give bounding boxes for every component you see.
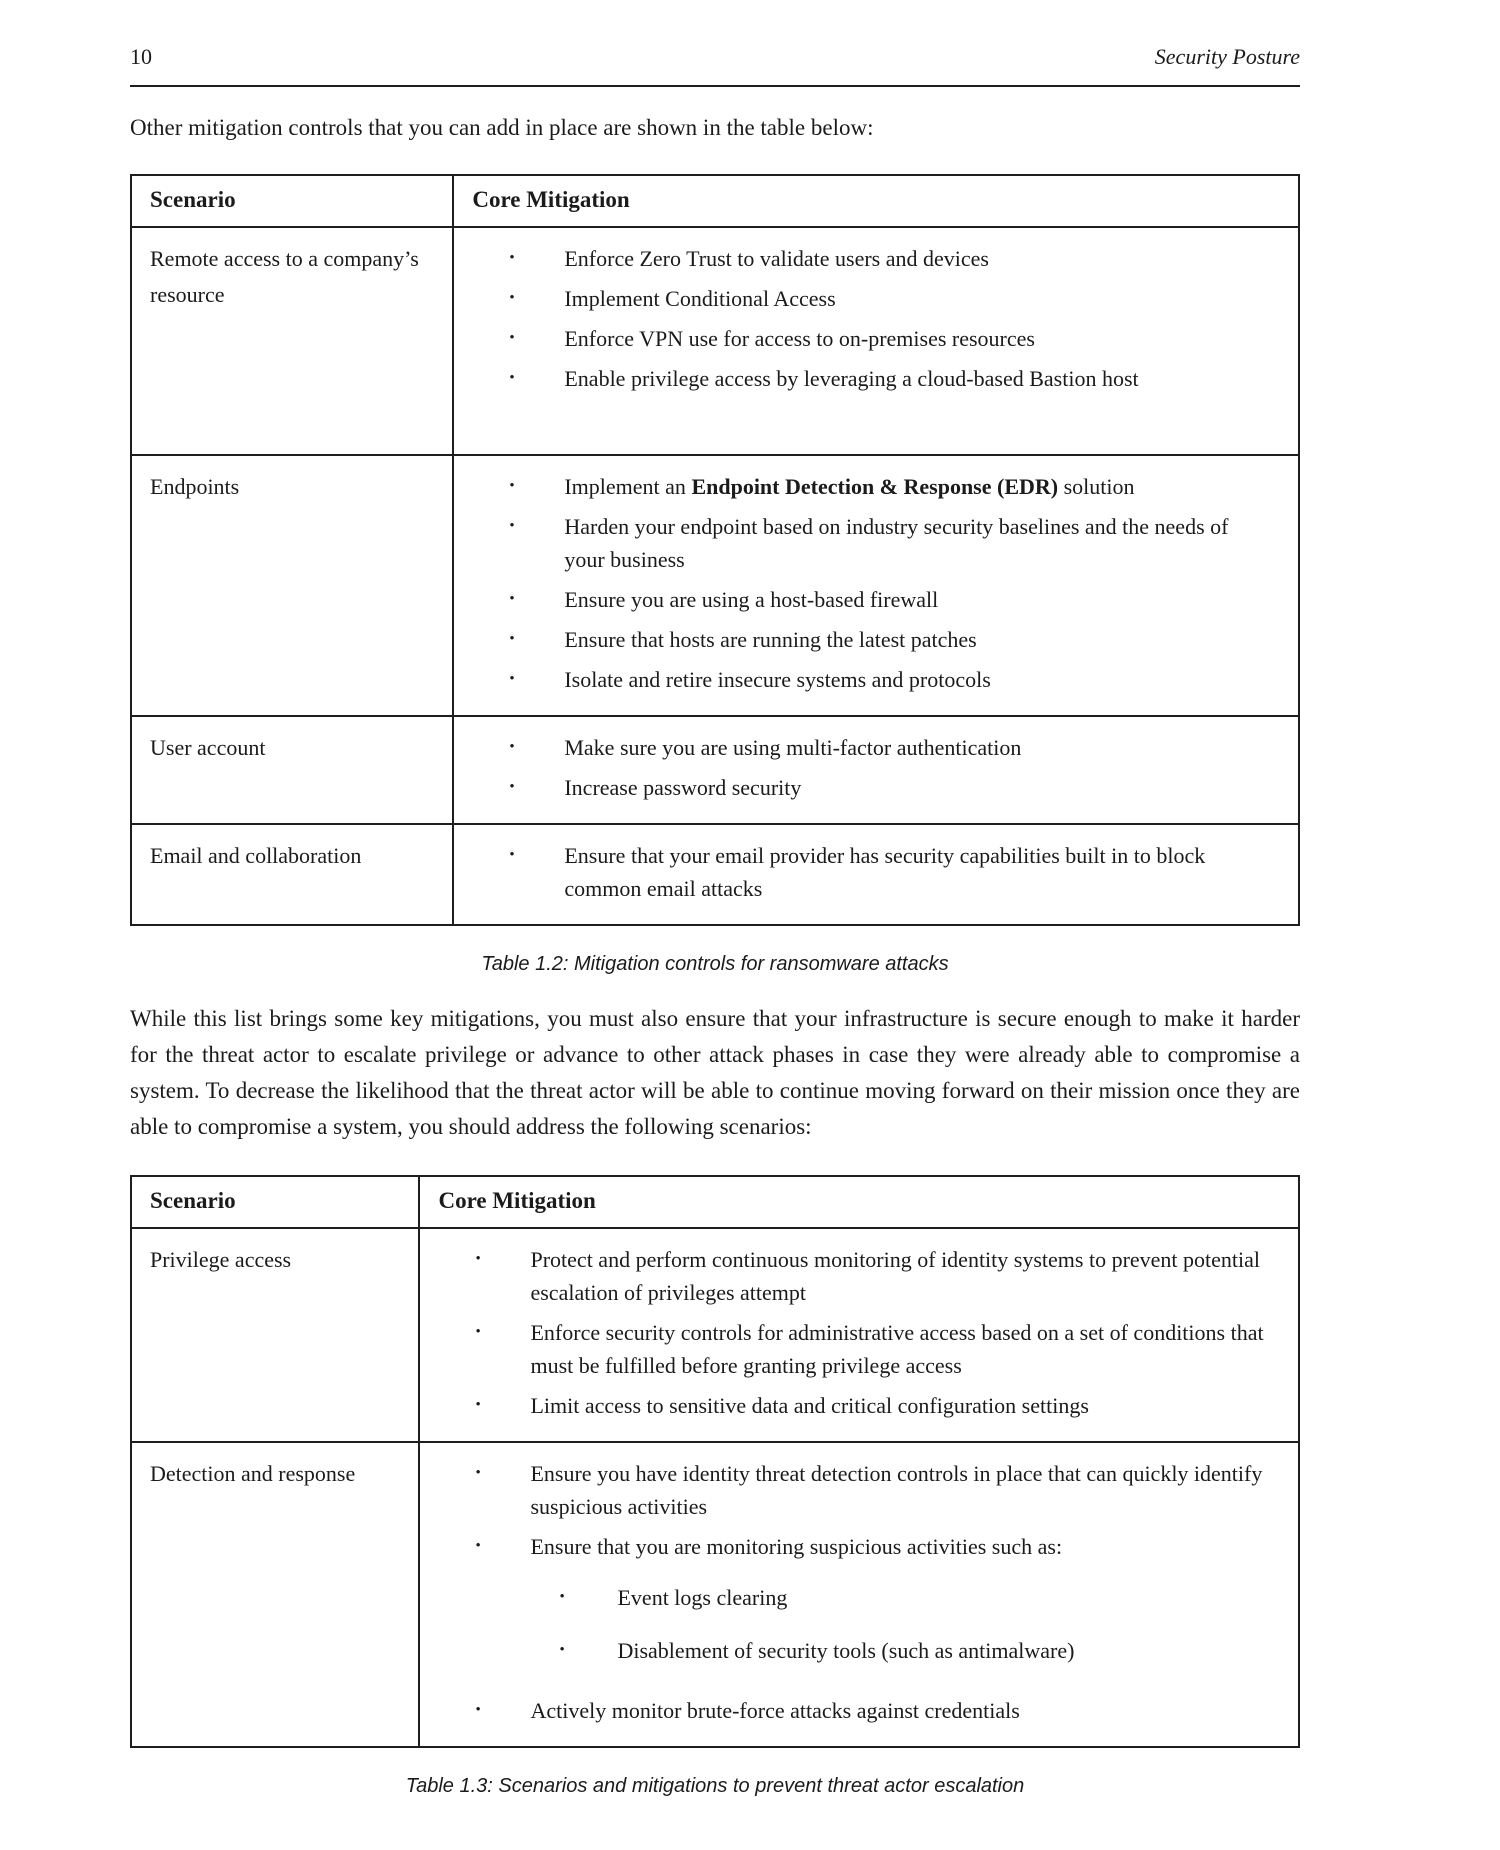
bullet-item [475, 1457, 1272, 1523]
bullet-text: Enforce Zero Trust to validate users and devices [564, 246, 989, 271]
scenario-cell: Remote access to a company’s resource [131, 227, 453, 455]
bullet-list [454, 242, 1272, 395]
scenario-cell: Endpoints [131, 455, 453, 716]
scenario-cell: User account [131, 716, 453, 824]
table-row [131, 455, 1299, 716]
bullet-item [475, 1530, 1272, 1687]
page-header [130, 0, 1300, 87]
bullet-icon: • [475, 1465, 481, 1481]
plain-text: solution [1058, 474, 1135, 499]
header-row [131, 175, 1299, 227]
page-content [130, 0, 1300, 1798]
bullet-icon: • [475, 1702, 481, 1718]
bullet-text: Implement Conditional Access [564, 286, 836, 311]
bullet-item [509, 362, 1272, 395]
bullet-icon: • [509, 779, 515, 795]
table-row [131, 1442, 1299, 1747]
bullet-icon: • [509, 518, 515, 534]
bullet-icon: • [509, 739, 515, 755]
bullet-item [475, 1694, 1272, 1727]
scenario-cell: Email and collaboration [131, 824, 453, 925]
sub-bullet-item [559, 1581, 1272, 1614]
bullet-icon: • [475, 1397, 481, 1413]
sub-bullet-item [559, 1634, 1272, 1667]
bullet-item [509, 282, 1272, 315]
bullet-text: Enforce security controls for administrative access based on a set of conditions that must be fulfilled before granting privilege access [530, 1320, 1264, 1378]
mitigation-cell [419, 1442, 1299, 1747]
bullet-icon: • [509, 290, 515, 306]
scenario-cell: Detection and response [131, 1442, 419, 1747]
bullet-text: Ensure you are using a host-based firewall [564, 587, 939, 612]
bullet-icon: • [559, 1642, 565, 1658]
mitigation-cell [453, 455, 1299, 716]
bullet-text: Make sure you are using multi-factor authentication [564, 735, 1022, 760]
bullet-item [509, 470, 1272, 503]
bullet-item [509, 623, 1272, 656]
bullet-list [454, 470, 1272, 696]
mitigation-table-1 [130, 174, 1300, 926]
bullet-icon: • [509, 250, 515, 266]
bullet-item [475, 1316, 1272, 1382]
bold-text: Endpoint Detection & Response (EDR) [691, 474, 1059, 499]
bullet-list [420, 1243, 1272, 1422]
column-header: Scenario [131, 1176, 419, 1228]
bullet-text: Disablement of security tools (such as antimalware) [617, 1638, 1075, 1663]
mitigation-cell [419, 1228, 1299, 1442]
bullet-icon: • [509, 591, 515, 607]
bullet-icon: • [509, 847, 515, 863]
plain-text: Implement an [564, 474, 692, 499]
table-1-2-caption: Table 1.2: Mitigation controls for ransomware attacks [481, 953, 949, 975]
bullet-item [509, 583, 1272, 616]
scenario-cell: Privilege access [131, 1228, 419, 1442]
running-title: Security Posture [1154, 44, 1300, 69]
bullet-item [509, 771, 1272, 804]
bullet-item [509, 322, 1272, 355]
column-header: Core Mitigation [419, 1176, 1299, 1228]
bullet-list [454, 731, 1272, 804]
bullet-text: Event logs clearing [617, 1585, 788, 1610]
bullet-icon: • [509, 370, 515, 386]
mitigation-cell [453, 824, 1299, 925]
bullet-item [475, 1389, 1272, 1422]
bullet-text: Enable privilege access by leveraging a cloud-based Bastion host [564, 366, 1139, 391]
bullet-text: Ensure that you are monitoring suspicious activities such as: • Event logs clearing • Disablement of security tools (such as antimalware) [530, 1530, 1272, 1687]
bullet-text: Harden your endpoint based on industry security baselines and the needs of your business [564, 514, 1229, 572]
bullet-item [509, 510, 1272, 576]
bullet-text: Increase password security [564, 775, 802, 800]
table-row [131, 1228, 1299, 1442]
bullet-icon: • [509, 671, 515, 687]
sub-bullet-list [530, 1581, 1272, 1667]
bullet-text: Ensure that your email provider has security capabilities built in to block common email attacks [564, 843, 1206, 901]
table-1-3-caption: Table 1.3: Scenarios and mitigations to prevent threat actor escalation [405, 1775, 1025, 1797]
table-head [131, 1176, 1299, 1228]
mitigation-cell [453, 227, 1299, 455]
bullet-icon: • [509, 330, 515, 346]
bullet-text [564, 470, 1272, 503]
mitigation-table-2 [130, 1175, 1300, 1748]
bullet-item [509, 663, 1272, 696]
bullet-icon: • [559, 1589, 565, 1605]
intro-paragraph: Other mitigation controls that you can add in place are shown in the table below: [130, 115, 874, 140]
bullet-item [509, 242, 1272, 275]
mitigation-cell [453, 716, 1299, 824]
bullet-item [475, 1243, 1272, 1309]
column-header: Scenario [131, 175, 453, 227]
bullet-text: Actively monitor brute-force attacks against credentials [530, 1698, 1020, 1723]
table-row [131, 824, 1299, 925]
column-header: Core Mitigation [453, 175, 1299, 227]
bullet-icon: • [475, 1538, 481, 1554]
bullet-text: Enforce VPN use for access to on-premises resources [564, 326, 1035, 351]
bullet-icon: • [509, 631, 515, 647]
bullet-item [509, 731, 1272, 764]
page-number: 10 [130, 44, 152, 69]
bullet-item [509, 839, 1272, 905]
bullet-text: Ensure you have identity threat detection controls in place that can quickly identify suspicious activities [530, 1461, 1263, 1519]
table-row [131, 716, 1299, 824]
bullet-text: Limit access to sensitive data and critical configuration settings [530, 1393, 1089, 1418]
table-body [131, 1228, 1299, 1747]
bullet-icon: • [475, 1251, 481, 1267]
bullet-text: Isolate and retire insecure systems and protocols [564, 667, 991, 692]
body-paragraph: While this list brings some key mitigations, you must also ensure that your infrastructure is secure enough to make it harder for the threat actor to escalate privilege or advance to other attack phases in case they were already able to compromise a system. To decrease the likelihood that the threat actor will be able to continue moving forward on their mission once they are able to compromise a system, you should address the following scenarios: [130, 1006, 1300, 1139]
table-row [131, 227, 1299, 455]
bullet-list [454, 839, 1272, 905]
table-head [131, 175, 1299, 227]
header-row [131, 1176, 1299, 1228]
bullet-list [420, 1457, 1272, 1727]
bullet-text: Protect and perform continuous monitoring of identity systems to prevent potential escalation of privileges attempt [530, 1247, 1261, 1305]
bullet-icon: • [509, 478, 515, 494]
table-body [131, 227, 1299, 925]
bullet-text: Ensure that hosts are running the latest patches [564, 627, 977, 652]
bullet-icon: • [475, 1324, 481, 1340]
